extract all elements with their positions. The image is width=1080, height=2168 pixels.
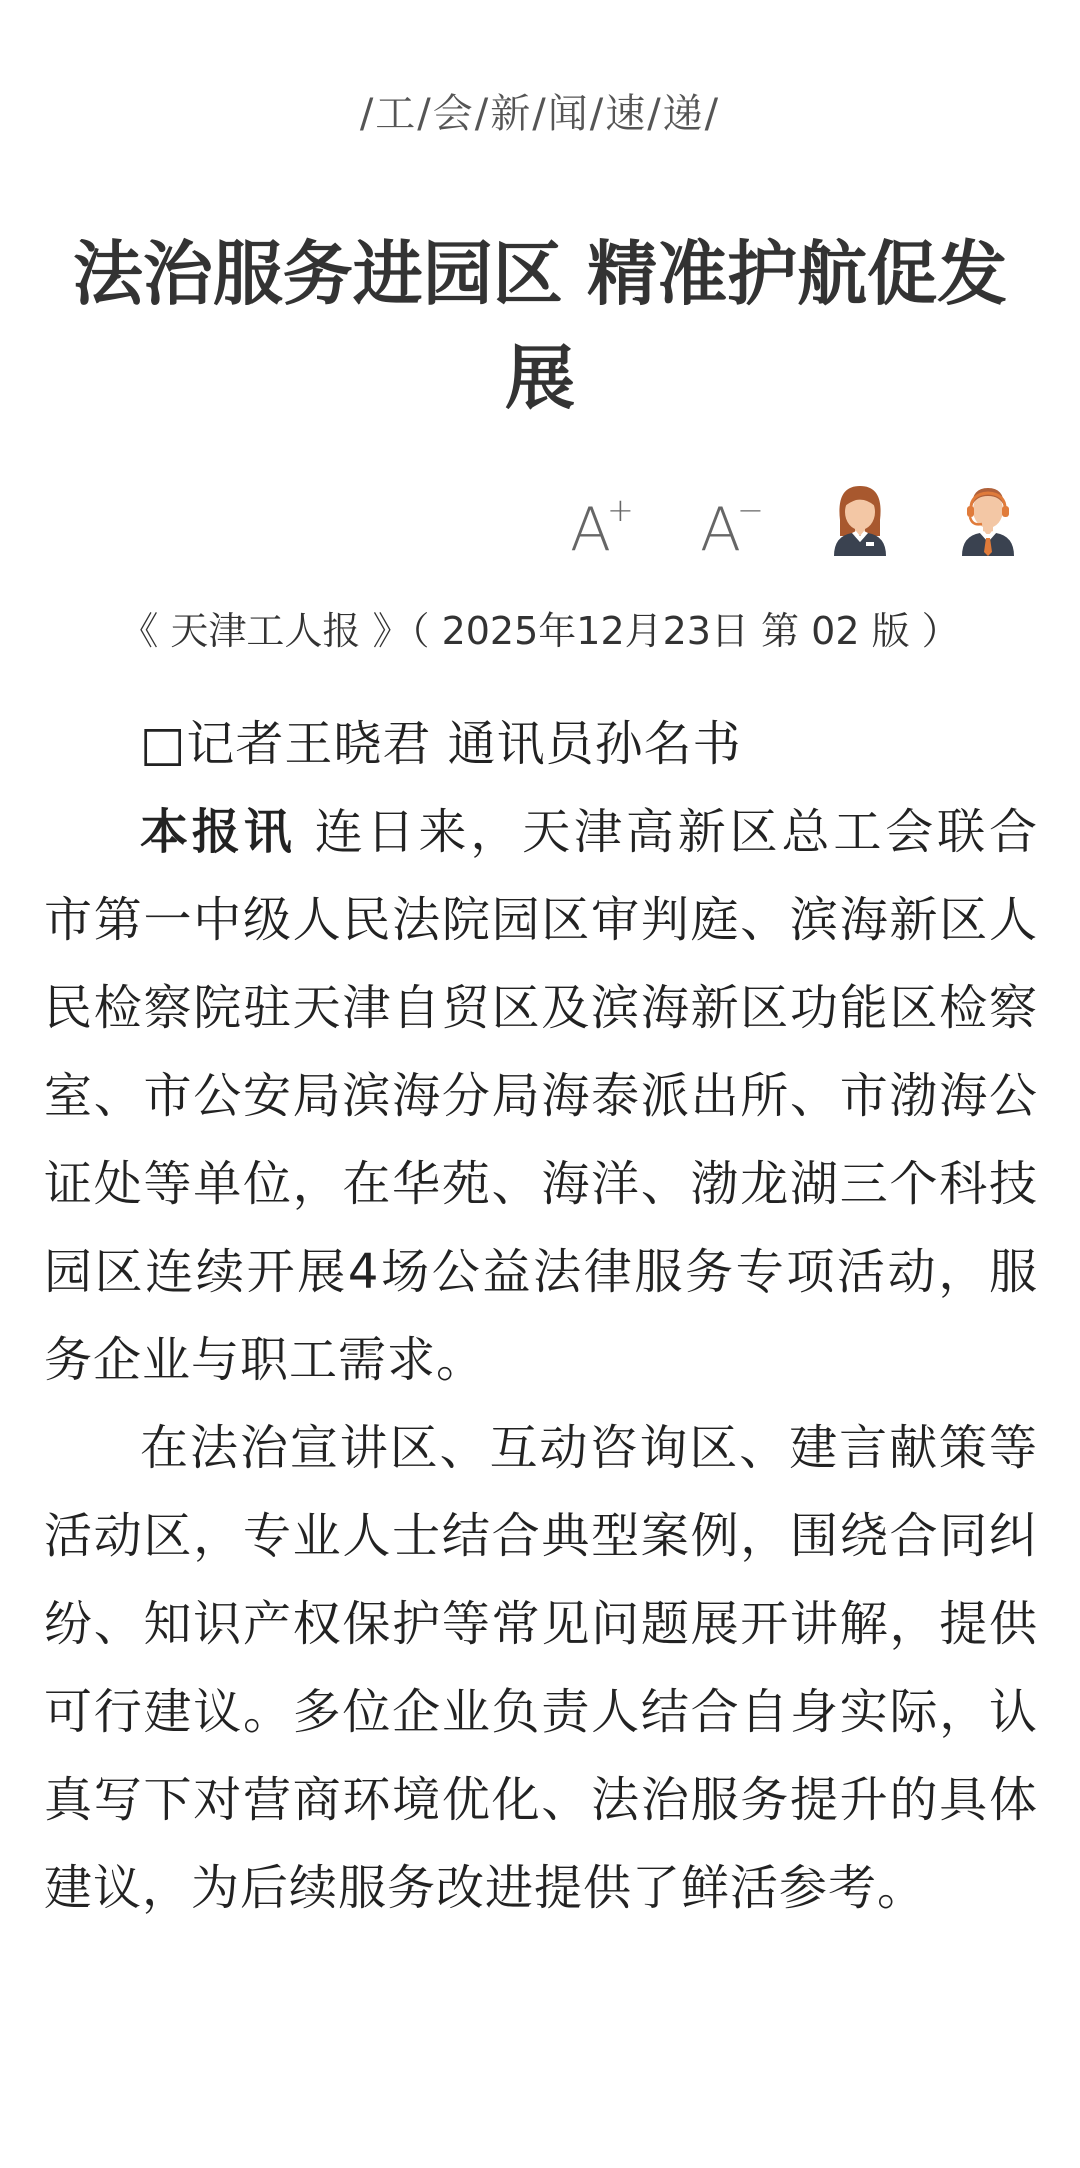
lead-label: 本报讯 (140, 804, 296, 860)
body-paragraph: 在法治宣讲区、互动咨询区、建言献策等活动区，专业人士结合典型案例，围绕合同纠纷、知识产权保护等常见问题展开讲解，提供可行建议。多位企业负责人结合自身实际，认真写下对营商环境优化、法治服务提升的具体建议，为后续服务改进提供了鲜活参考。 (44, 1420, 1038, 1916)
reader-toolbar (570, 480, 1040, 565)
female-voice-button[interactable] (826, 480, 894, 556)
byline: □记者王晓君 通讯员孙名书 (140, 716, 742, 772)
lead-paragraph (44, 788, 1038, 1404)
male-avatar-icon (954, 480, 1022, 556)
font-increase-button[interactable] (570, 480, 650, 565)
article-title: 法治服务进园区 精准护航促发展 (72, 233, 1008, 419)
font-decrease-button[interactable] (700, 480, 780, 565)
article-body (44, 700, 1038, 1932)
plus-icon: + (607, 491, 634, 529)
font-increase-label: A (570, 495, 612, 565)
font-decrease-label: A (700, 495, 742, 565)
lead-text: 连日来，天津高新区总工会联合市第一中级人民法院园区审判庭、滨海新区人民检察院驻天津自贸区及滨海新区功能区检察室、市公安局滨海分局海泰派出所、市渤海公证处等单位，在华苑、海洋、渤龙湖三个科技园区连续开展4场公益法律服务专项活动，服务企业与职工需求。 (44, 804, 1038, 1388)
female-avatar-icon (826, 480, 894, 556)
male-voice-button[interactable] (954, 480, 1022, 556)
column-tag: /工/会/新/闻/速/递/ (359, 91, 721, 137)
minus-icon: − (737, 491, 764, 529)
source-line: 《 天津工人报 》（ 2025年12月23日 第 02 版 ） (120, 609, 960, 653)
